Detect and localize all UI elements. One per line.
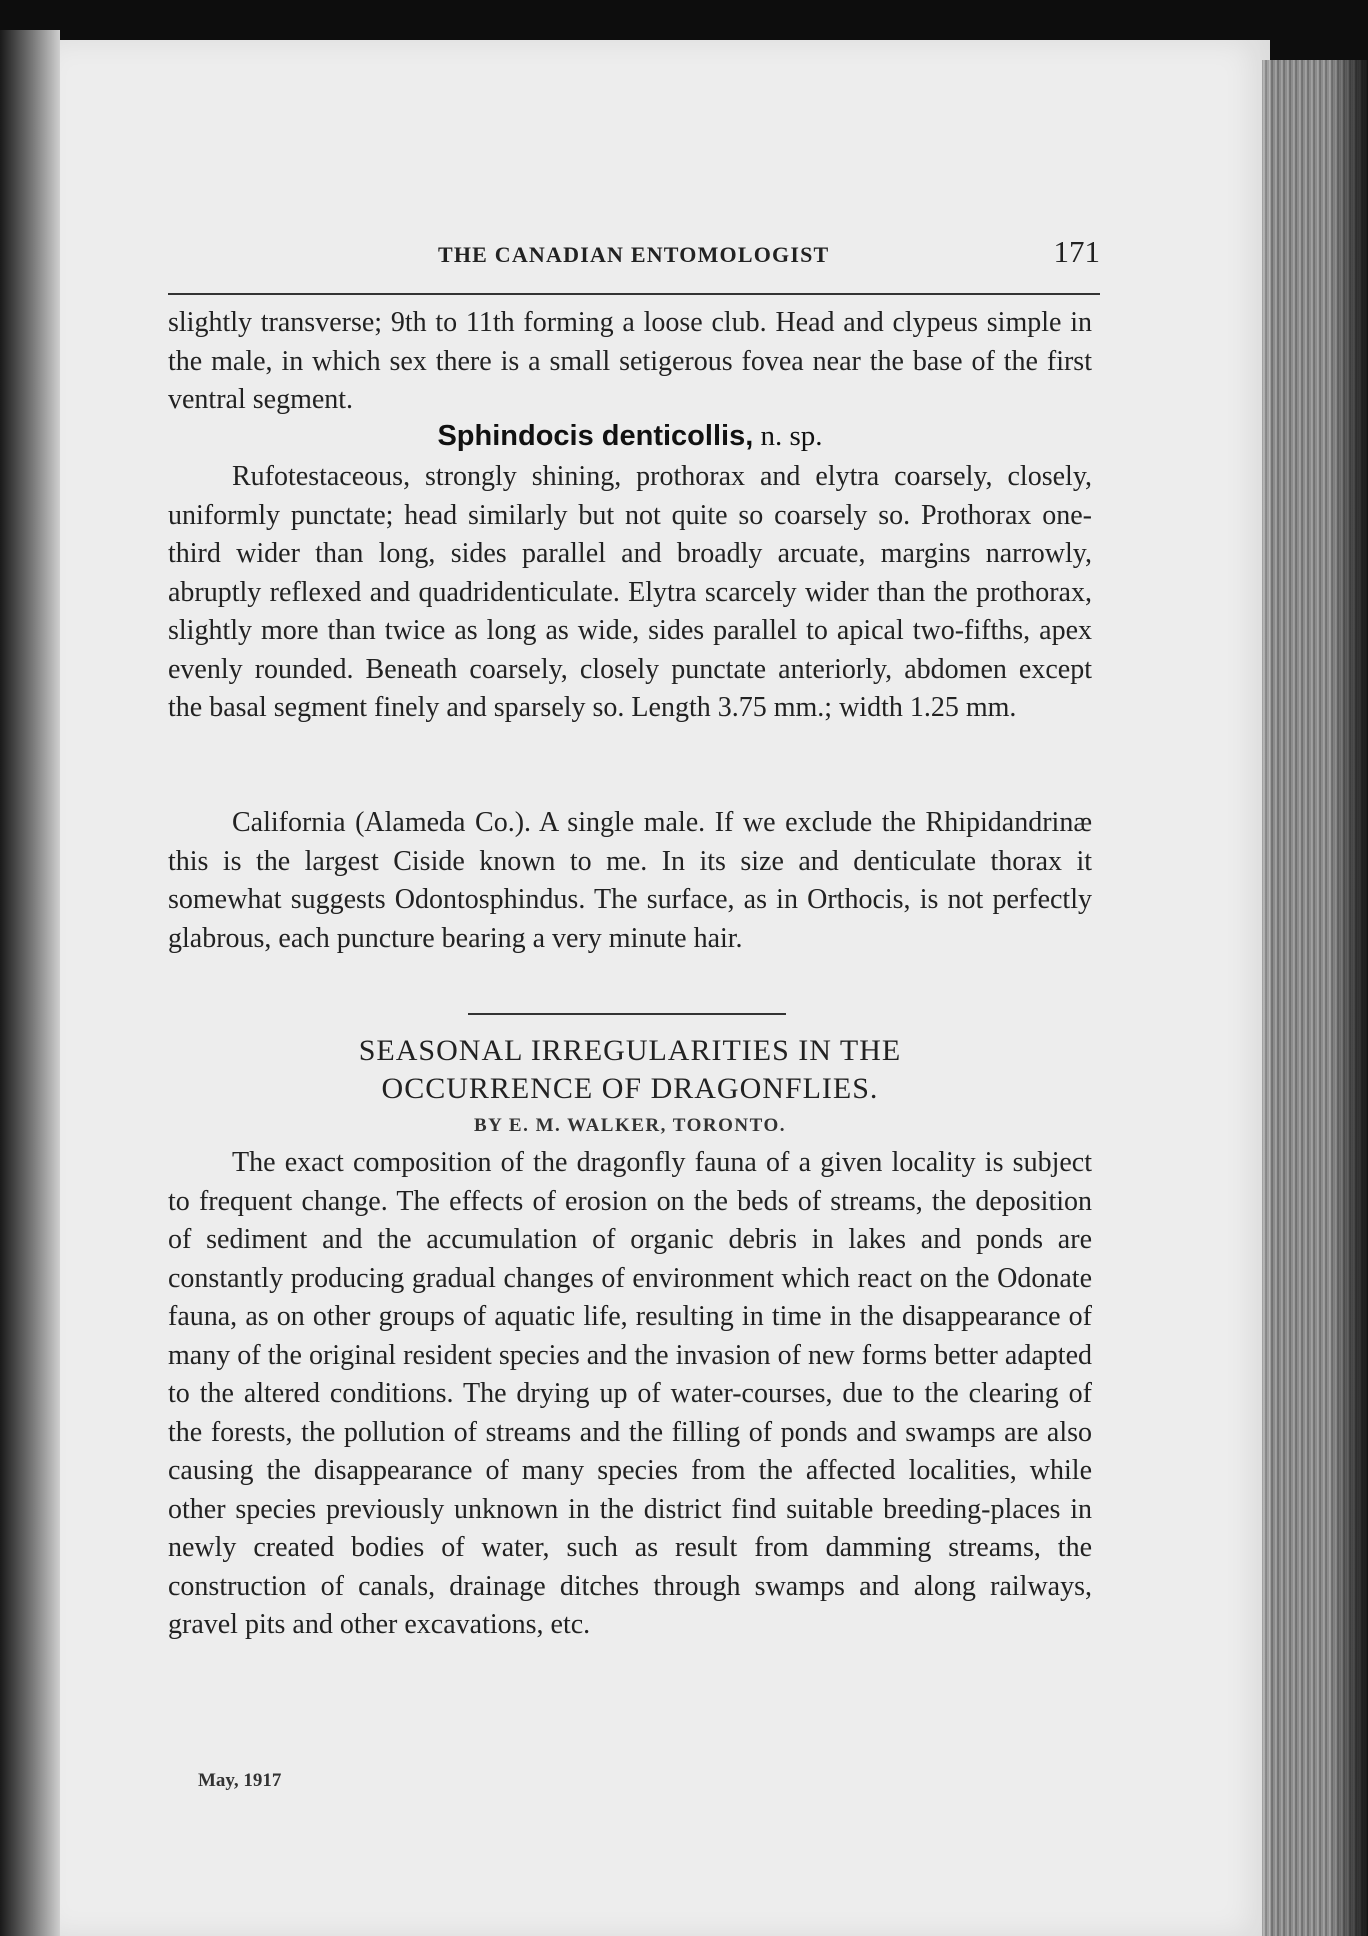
page-stack-shadow [1330, 60, 1368, 1936]
article-title [168, 1032, 1092, 1108]
article-title-line-2: OCCURRENCE OF DRAGONFLIES. [381, 1072, 879, 1105]
book-spine-edge [0, 30, 60, 1936]
article-byline: BY E. M. WALKER, TORONTO. [473, 1115, 786, 1136]
species-locality-paragraph: California (Alameda Co.). A single male. If we exclude the Rhipidandrinæ this is the largest Ciside known to me. In its size and denticulate thorax it somewhat suggests Odontosphindus. The surface, as in Orthocis, is not perfectly glabrous, each puncture bearing a very minute hair. [168, 807, 1092, 954]
section-divider [468, 1013, 786, 1015]
continuation-paragraph: slightly transverse; 9th to 11th forming a loose club. Head and clypeus simple in the male, in which sex there is a small setigerous fovea near the base of the first ventral segment. [168, 307, 1092, 415]
running-head [168, 234, 1100, 278]
species-designation: n. sp. [760, 420, 823, 452]
footer-date: May, 1917 [198, 1770, 282, 1791]
species-heading [168, 420, 1092, 453]
species-description: Rufotestaceous, strongly shining, prothorax and elytra coarsely, closely, uniformly punctate; head similarly but not quite so coarsely so. Prothorax one-third wider than long, sides parallel and broadly arcuate, margins narrowly, abruptly reflexed and quadridenticulate. Elytra scarcely wider than the prothorax, slightly more than twice as long as wide, sides parallel to apical two-fifths, apex evenly rounded. Beneath coarsely, closely punctate anteriorly, abdomen except the basal segment finely and sparsely so. Length 3.75 mm.; width 1.25 mm. [168, 461, 1092, 723]
species-name: Sphindocis denticollis, [437, 420, 754, 452]
page-number: 171 [1053, 234, 1100, 269]
running-title: THE CANADIAN ENTOMOLOGIST [438, 242, 830, 267]
article-title-line-1: SEASONAL IRREGULARITIES IN THE [358, 1034, 902, 1067]
header-rule [168, 293, 1100, 295]
article-paragraph: The exact composition of the dragonfly fauna of a given locality is subject to frequent change. The effects of erosion on the beds of streams, the deposition of sediment and the accumulation of organic debris in lakes and ponds are constantly producing gradual changes of environment which react on the Odonate fauna, as on other groups of aquatic life, resulting in time in the disappearance of many of the original resident species and the invasion of new forms better adapted to the altered conditions. The drying up of water-courses, due to the clearing of the forests, the pollution of streams and the filling of ponds and swamps are also causing the disappearance of many species from the affected localities, while other species previously unknown in the district find suitable breeding-places in newly created bodies of water, such as result from damming streams, the construction of canals, drainage ditches through swamps and along railways, gravel pits and other excavations, etc. [168, 1147, 1092, 1640]
